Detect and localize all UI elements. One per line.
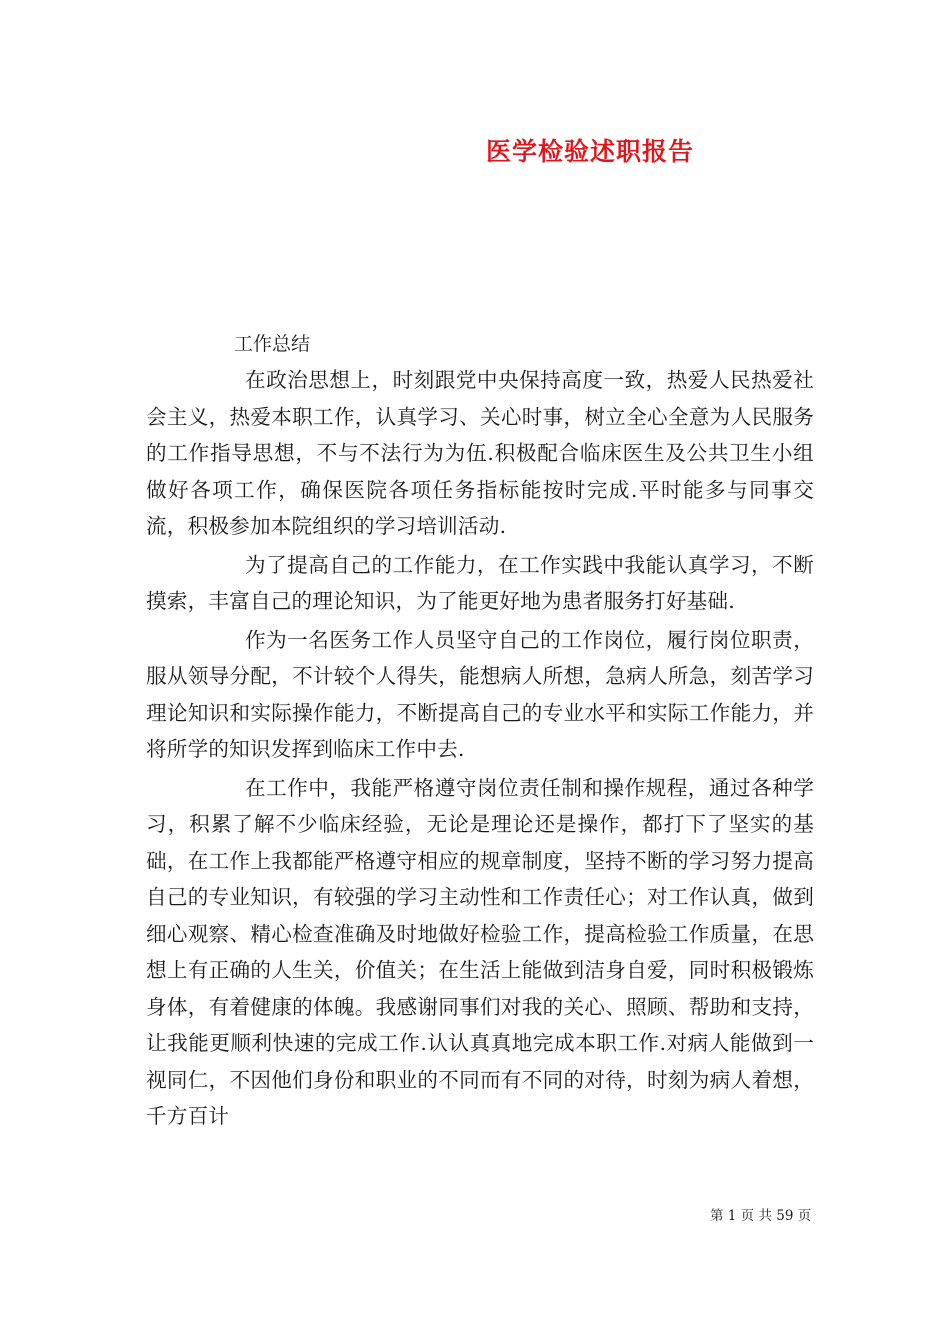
paragraph-ability: 为了提高自己的工作能力，在工作实践中我能认真学习，不断摸索，丰富自己的理论知识，为了能更好地为患者服务打好基础. [146, 552, 814, 613]
paragraph-work: 在工作中，我能严格遵守岗位责任制和操作规程，通过各种学习，积累了解不少临床经验，无论是理论还是操作，都打下了坚实的基础，在工作上我都能严格遵守相应的规章制度，坚持不断的学习努力提高自己的专业知识，有较强的学习主动性和工作责任心；对工作认真，做到细心观察、精心检查准确及时地做好检验工作，提高检验工作质量，在思想上有正确的人生关，价值关；在生活上能做到洁身自爱，同时积极锻炼身体，有着健康的体魄。我感谢同事们对我的关心、照顾、帮助和支持，让我能更顺利快速的完成工作.认认真真地完成本职工作.对病人能做到一视同仁，不因他们身份和职业的不同而有不同的对待，时刻为病人着想，千方百计 [146, 775, 814, 1128]
paragraph-duty: 作为一名医务工作人员坚守自己的工作岗位，履行岗位职责，服从领导分配，不计较个人得失，能想病人所想，急病人所急，刻苦学习理论知识和实际操作能力，不断提高自己的专业水平和实际工作能力，并将所学的知识发挥到临床工作中去. [146, 627, 814, 761]
document-body [146, 326, 814, 1135]
document-title: 医学检验述职报告 [486, 137, 695, 166]
page-number: 第 1 页 共 59 页 [710, 1208, 812, 1224]
section-heading: 工作总结 [234, 333, 311, 355]
paragraph-political: 在政治思想上，时刻跟党中央保持高度一致，热爱人民热爱社会主义，热爱本职工作，认真学习、关心时事，树立全心全意为人民服务的工作指导思想，不与不法行为为伍.积极配合临床医生及公共卫生小组做好各项工作，确保医院各项任务指标能按时完成.平时能多与同事交流，积极参加本院组织的学习培训活动. [146, 368, 814, 538]
